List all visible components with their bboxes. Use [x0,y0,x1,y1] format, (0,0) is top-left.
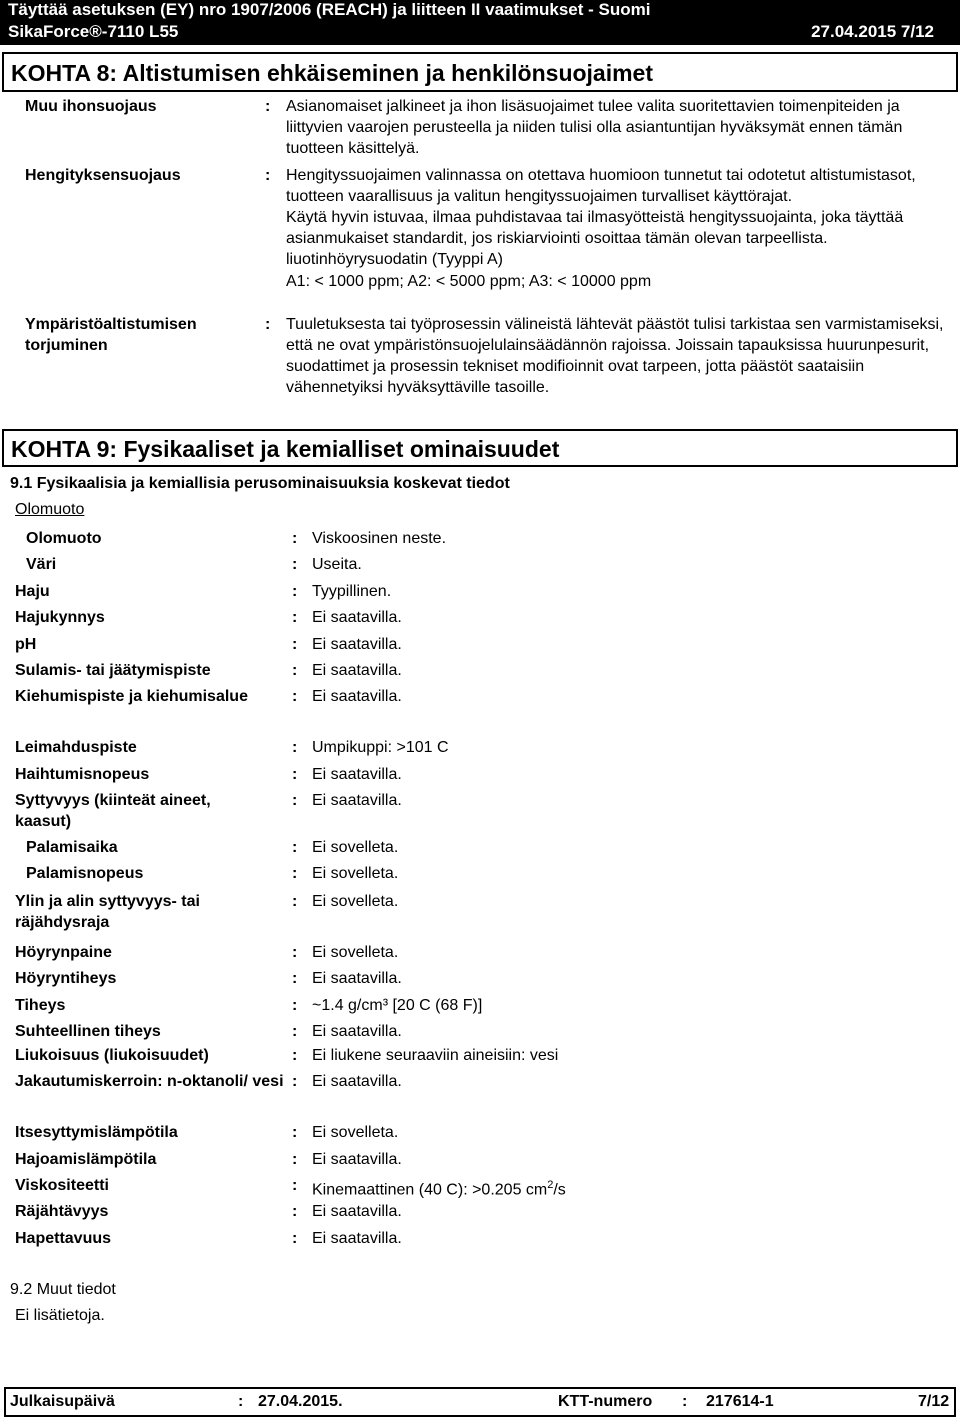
property-colon: : [292,1177,298,1194]
property-label: Haju [15,583,50,600]
property-colon: : [292,766,298,783]
property-value-text: Ei saatavilla. [312,636,402,653]
section-8-title: KOHTA 8: Altistumisen ehkäiseminen ja henkilönsuojaimet [11,60,654,86]
property-colon: : [292,970,298,987]
respiratory-p1: Hengityssuojaimen valinnassa on otettava huomioon tunnetut tai odotetut altistumistasot, tuotteen vaarallisuus ja valitun hengityssuojaimen turvalliset käyttörajat. [286,167,916,205]
environmental-exposure-text: Tuuletuksesta tai työprosessin välineistä lähtevät päästöt tulisi tarkistaa sen varmistamiseksi, että ne ovat ympäristönsuojelulainsäädännön rajoissa. Joissain tapauksissa huurunpesurit, suodattimet ja prosessin tekniset modifioinnit ovat tarpeen, jotta päästöt saataisiin vähennetyiksi hyväksyttäville tasoille. [286,316,944,396]
property-value [312,1201,952,1222]
property-value-unit: /s [553,1181,566,1199]
property-colon: : [292,1124,298,1141]
footer-date: 27.04.2015. [258,1393,343,1410]
regulation-line: Täyttää asetuksen (EY) nro 1907/2006 (REACH) ja liitteen II vaatimukset - Suomi [8,0,651,19]
property-label: Suhteellinen tiheys [15,1023,161,1040]
property-value [312,737,952,758]
property-value [312,764,952,785]
respiratory-p2: Käytä hyvin istuvaa, ilmaa puhdistavaa tai ilmasyötteistä hengityssuojainta, joka täyttää asianmukaiset standardit, jos riskiarviointi osoittaa tämän olevan tarpeellista. [286,209,904,247]
footer-date-label: Julkaisupäivä [10,1393,115,1410]
property-label: Palamisaika [26,839,118,856]
property-colon: : [292,556,298,573]
respiratory-protection-label: Hengityksensuojaus [25,167,181,184]
property-colon: : [292,662,298,679]
property-value-text: Ei saatavilla. [312,662,402,679]
property-label: Väri [26,556,57,573]
environmental-exposure-label [25,314,255,356]
section-9-heading [2,429,958,467]
property-value-text: Ei liukene seuraaviin aineisiin: vesi [312,1047,559,1064]
property-value-text: Umpikuppi: >101 C [312,739,449,756]
property-value [312,995,952,1016]
skin-protection-text: Asianomaiset jalkineet ja ihon lisäsuojaimet tulee valita suoritettavien toimenpiteiden ja liittyvien vaarojen perusteella ja niiden tulisi olla asiantuntijan hyväksymät ennen tämän tuotteen käsittelyä. [286,98,903,157]
colon: : [265,316,271,333]
property-value-text: Ei sovelleta. [312,893,399,910]
property-value [312,1071,952,1092]
property-colon: : [292,1151,298,1168]
property-value [312,634,952,655]
property-label: Jakautumiskerroin: n-oktanoli/ vesi [15,1073,284,1090]
property-colon: : [292,839,298,856]
document-footer [4,1387,956,1417]
property-value [312,1175,952,1200]
property-label: pH [15,636,37,653]
property-colon: : [292,865,298,882]
property-label: Höyrynpaine [15,944,112,961]
property-label: Leimahduspiste [15,739,137,756]
property-value-text: Ei saatavilla. [312,970,402,987]
property-label: Liukoisuus (liukoisuudet) [15,1047,209,1064]
section-9-title: KOHTA 9: Fysikaaliset ja kemialliset ominaisuudet [11,436,560,462]
property-value-text: Ei saatavilla. [312,792,402,809]
property-value [312,1021,952,1042]
property-value-text: Ei saatavilla. [312,1230,402,1247]
property-value [312,1045,952,1066]
property-colon: : [292,739,298,756]
property-value-text: Ei sovelleta. [312,1124,399,1141]
property-value-text: Ei sovelleta. [312,944,399,961]
property-value-superscript: 2 [547,1179,554,1191]
property-value-text: Ei saatavilla. [312,1203,402,1220]
property-value [312,1149,952,1170]
property-colon: : [292,1047,298,1064]
section-8-heading [2,52,958,92]
property-colon: : [292,609,298,626]
property-value-text: Ei saatavilla. [312,1023,402,1040]
property-value [312,891,952,912]
property-label: Haihtumisnopeus [15,766,150,783]
property-value-text: Tyypillinen. [312,583,392,600]
property-label: Höyryntiheys [15,970,117,987]
property-value-text: Ei sovelleta. [312,865,399,882]
property-colon: : [292,636,298,653]
property-value [312,1122,952,1143]
property-value [312,942,952,963]
property-label: Olomuoto [26,530,102,547]
date-page: 27.04.2015 7/12 [811,22,934,41]
respiratory-protection-text [286,165,954,292]
property-colon: : [292,688,298,705]
property-label: Itsesyttymislämpötila [15,1124,178,1141]
property-value-text: Ei saatavilla. [312,609,402,626]
property-label: Hajoamislämpötila [15,1151,157,1168]
property-value-text: Ei sovelleta. [312,839,399,856]
footer-ktt-label: KTT-numero [558,1393,653,1410]
property-label: Sulamis- tai jäätymispiste [15,662,211,679]
property-value [312,686,952,707]
property-value-text: Ei saatavilla. [312,1073,402,1090]
property-label: Syttyvyys (kiinteät aineet, kaasut) [15,792,211,830]
respiratory-p4: A1: < 1000 ppm; A2: < 5000 ppm; A3: < 10000 ppm [286,273,652,290]
colon: : [265,167,271,184]
footer-colon-1: : [238,1393,244,1410]
env-label-line1: Ympäristöaltistumisen [25,316,197,333]
property-value [312,581,952,602]
property-label: Räjähtävyys [15,1203,109,1220]
document-header [0,0,960,45]
property-value [312,607,952,628]
skin-protection-label: Muu ihonsuojaus [25,98,157,115]
property-colon: : [292,583,298,600]
property-value-text: ~1.4 g/cm³ [20 C (68 F)] [312,997,483,1014]
property-value [312,790,952,811]
property-value [312,554,952,575]
property-value-text: Viskoosinen neste. [312,530,447,547]
property-colon: : [292,530,298,547]
property-value [312,837,952,858]
property-label: Viskositeetti [15,1177,109,1194]
respiratory-p3: liuotinhöyrysuodatin (Tyyppi A) [286,251,503,268]
footer-ktt-number: 217614-1 [706,1393,774,1410]
property-colon: : [292,1073,298,1090]
property-colon: : [292,1023,298,1040]
subsection-9-1-title: 9.1 Fysikaalisia ja kemiallisia perusominaisuuksia koskevat tiedot [10,475,510,492]
property-label: Tiheys [15,997,66,1014]
colon: : [265,98,271,115]
property-label: Kiehumispiste ja kiehumisalue [15,688,248,705]
property-label: Hapettavuus [15,1230,112,1247]
footer-colon-2: : [682,1393,688,1410]
property-value-text: Kinemaattinen (40 C): >0.205 cm [312,1181,548,1199]
property-value-text: Useita. [312,556,362,573]
property-value-text: Ei saatavilla. [312,688,402,705]
group-title-olomuoto: Olomuoto [15,501,85,518]
property-colon: : [292,893,298,910]
footer-page: 7/12 [918,1393,950,1410]
property-value-text: Ei saatavilla. [312,1151,402,1168]
property-label: Hajukynnys [15,609,105,626]
property-colon: : [292,997,298,1014]
product-name: SikaForce®-7110 L55 [8,22,179,41]
property-value [312,863,952,884]
env-label-line2: torjuminen [25,337,108,354]
property-colon: : [292,1203,298,1220]
property-label: Ylin ja alin syttyvyys- tai räjähdysraja [15,893,200,931]
property-value [312,968,952,989]
property-colon: : [292,944,298,961]
property-value [312,1228,952,1249]
property-value [312,660,952,681]
other-info-text: Ei lisätietoja. [15,1307,105,1324]
property-colon: : [292,1230,298,1247]
property-label: Palamisnopeus [26,865,144,882]
subsection-9-2-title: 9.2 Muut tiedot [10,1281,116,1298]
property-colon: : [292,792,298,809]
property-value [312,528,952,549]
property-value-text: Ei saatavilla. [312,766,402,783]
